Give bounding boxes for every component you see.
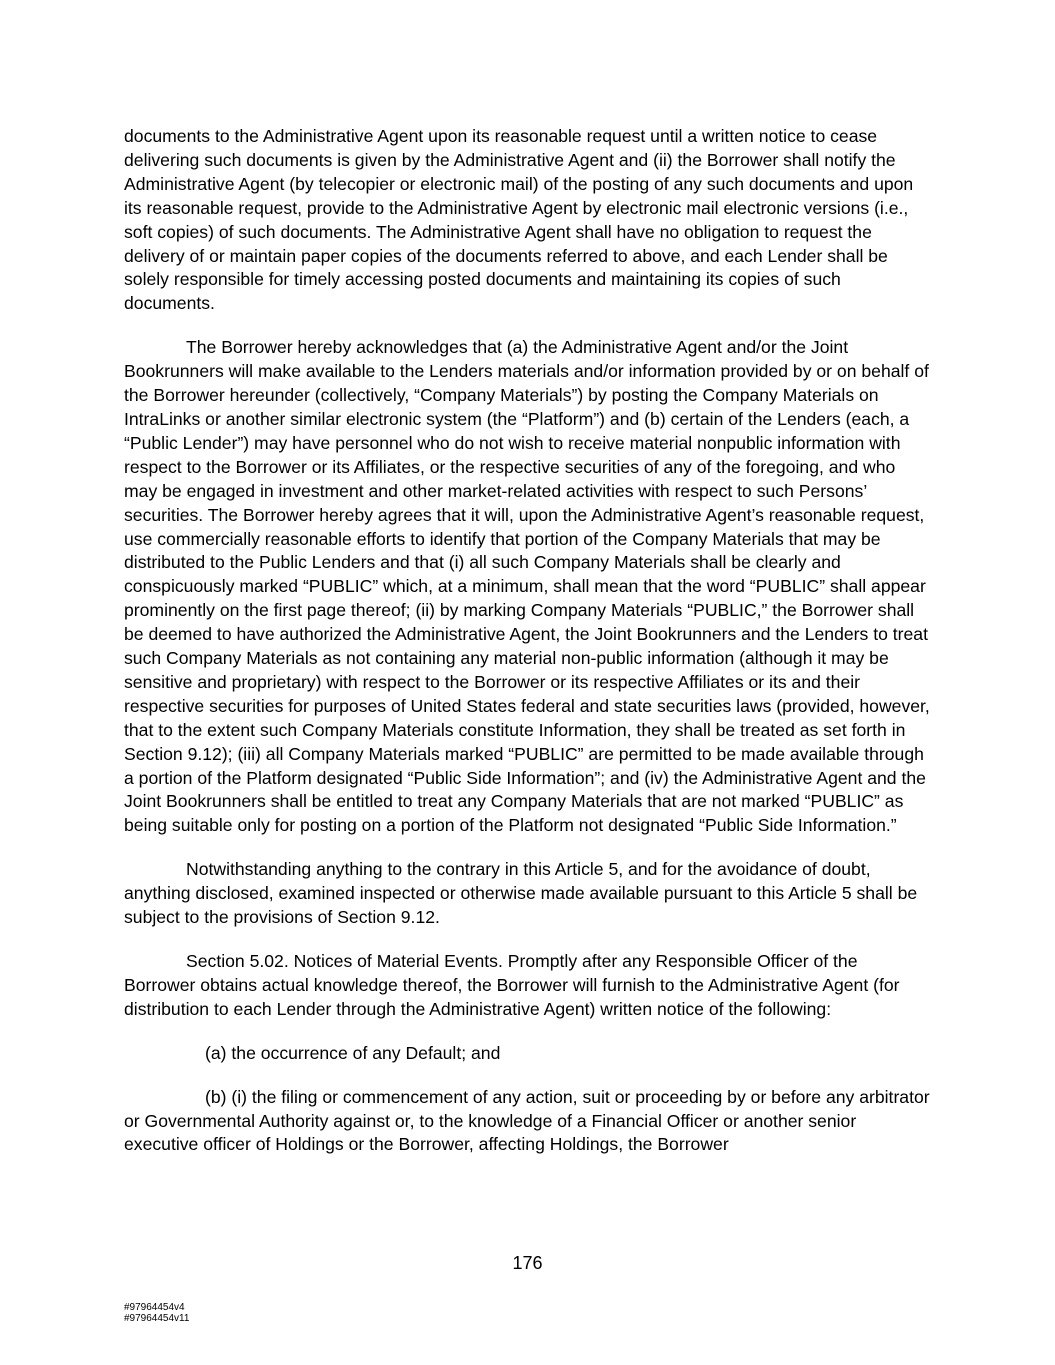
section-5-02-notices: Section 5.02. Notices of Material Events. Promptly after any Responsible Officer of the Borrower obtains actual knowledge thereof, the Borrower will furnish to the Administrative Agent (for distribution to each Lender through the Administrative Agent) written notice of the following:: [124, 951, 900, 1019]
list-item-a: (a) the occurrence of any Default; and: [205, 1042, 501, 1063]
paragraph-document-delivery: documents to the Administrative Agent upon its reasonable request until a written notice to cease delivering such documents is given by the Administrative Agent and (ii) the Borrower shall notify the Administrative Agent (by telecopier or electronic mail) of the posting of any such documents and upon its reasonable request, provide to the Administrative Agent by electronic mail electronic versions (i.e., soft copies) of such documents. The Administrative Agent shall have no obligation to request the delivery of or maintain paper copies of the documents referred to above, and each Lender shall be solely responsible for timely accessing posted documents and maintaining its copies of such documents.: [124, 126, 914, 314]
document-id-v4: #97964454v4: [124, 1302, 185, 1313]
paragraph-notwithstanding: Notwithstanding anything to the contrary in this Article 5, and for the avoidance of doubt, anything disclosed, examined inspected or otherwise made available pursuant to this Article 5 shall be subject to the provisions of Section 9.12.: [124, 859, 918, 928]
document-body: [124, 125, 932, 1177]
document-id-v11: #97964454v11: [124, 1313, 190, 1324]
page-number: 176: [512, 1253, 543, 1273]
list-item-b: (b) (i) the filing or commencement of any action, suit or proceeding by or before any arbitrator or Governmental Authority against or, to the knowledge of a Financial Officer or another senior executive officer of Holdings or the Borrower, affecting Holdings, the Borrower: [124, 1086, 930, 1155]
document-id-footer: [124, 1302, 189, 1324]
paragraph-company-materials: The Borrower hereby acknowledges that (a) the Administrative Agent and/or the Joint Bookrunners will make available to the Lenders materials and/or information provided by or on behalf of the Borrower hereunder (collectively, “Company Materials”) by posting the Company Materials on IntraLinks or another similar electronic system (the “Platform”) and (b) certain of the Lenders (each, a “Public Lender”) may have personnel who do not wish to receive material nonpublic information with respect to the Borrower or its Affiliates, or the respective securities of any of the foregoing, and who may be engaged in investment and other market-related activities with respect to such Persons’ securities. The Borrower hereby agrees that it will, upon the Administrative Agent’s reasonable request, use commercially reasonable efforts to identify that portion of the Company Materials that may be distributed to the Public Lenders and that (i) all such Company Materials shall be clearly and conspicuously marked “PUBLIC” which, at a minimum, shall mean that the word “PUBLIC” shall appear prominently on the first page thereof; (ii) by marking Company Materials “PUBLIC,” the Borrower shall be deemed to have authorized the Administrative Agent, the Joint Bookrunners and the Lenders to treat such Company Materials as not containing any material non-public information (although it may be sensitive and proprietary) with respect to the Borrower or its respective Affiliates or its and their respective securities for purposes of United States federal and state securities laws (provided, however, that to the extent such Company Materials constitute Information, they shall be treated as set forth in Section 9.12); (iii) all Company Materials marked “PUBLIC” are permitted to be made available through a portion of the Platform designated “Public Side Information”; and (iv) the Administrative Agent and the Joint Bookrunners shall be entitled to treat any Company Materials that are not marked “PUBLIC” as being suitable only for posting on a portion of the Platform not designated “Public Side Information.”: [124, 337, 930, 836]
